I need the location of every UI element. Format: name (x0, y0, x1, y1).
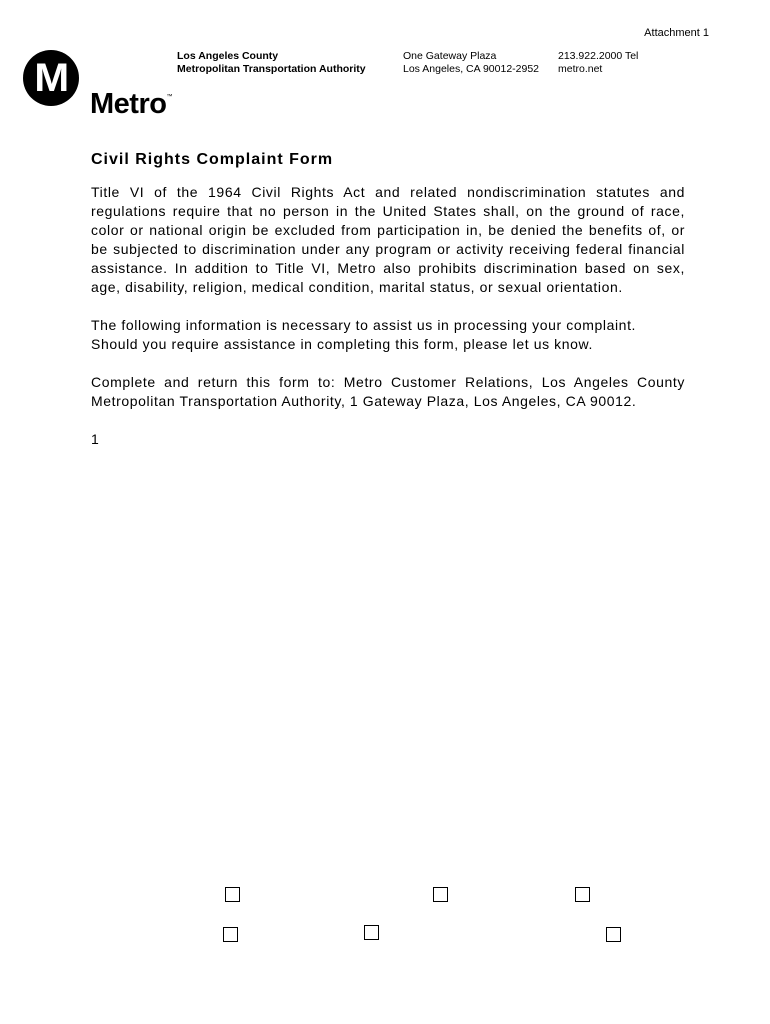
contact-info (558, 50, 638, 76)
address (403, 50, 539, 76)
checkbox-3[interactable] (575, 887, 590, 902)
org-line-2: Metropolitan Transportation Authority (177, 63, 366, 75)
return-instructions-paragraph: Complete and return this form to: Metro Customer Relations, Los Angeles County Metropolitan Transportation Authority, 1 Gateway Plaza, Los Angeles, CA 90012. (91, 374, 685, 409)
org-line-1: Los Angeles County (177, 50, 279, 62)
attachment-label: Attachment 1 (644, 27, 709, 39)
checkbox-6[interactable] (606, 927, 621, 942)
metro-wordmark (90, 90, 172, 119)
metro-logo-icon (23, 50, 79, 106)
address-line-2: Los Angeles, CA 90012-2952 (403, 63, 540, 75)
logo-letter: M (34, 56, 68, 100)
wordmark-text: Metro (90, 88, 167, 120)
information-paragraph: The following information is necessary to assist us in processing your complaint. Should you require assistance in completing this form, please let us know. (91, 317, 637, 352)
address-line-1: One Gateway Plaza (403, 50, 497, 62)
checkbox-1[interactable] (225, 887, 240, 902)
title-vi-paragraph: Title VI of the 1964 Civil Rights Act and related nondiscrimination statutes and regulations require that no person in the United States shall, on the ground of race, color or national origin be excluded from participation in, be denied the benefits of, or be subjected to discrimination under any program or activity receiving federal financial assistance. In addition to Title VI, Metro also prohibits discrimination based on sex, age, disability, religion, medical condition, marital status, or sexual orientation. (91, 184, 685, 295)
organization-name (177, 50, 366, 76)
website: metro.net (558, 63, 603, 75)
checkbox-4[interactable] (223, 927, 238, 942)
checkbox-5[interactable] (364, 925, 379, 940)
page-title: Civil Rights Complaint Form (91, 151, 334, 168)
form-content (91, 150, 685, 468)
item-number: 1 (91, 431, 100, 447)
checkbox-2[interactable] (433, 887, 448, 902)
phone-number: 213.922.2000 Tel (558, 50, 639, 62)
trademark-symbol: ™ (166, 94, 172, 100)
